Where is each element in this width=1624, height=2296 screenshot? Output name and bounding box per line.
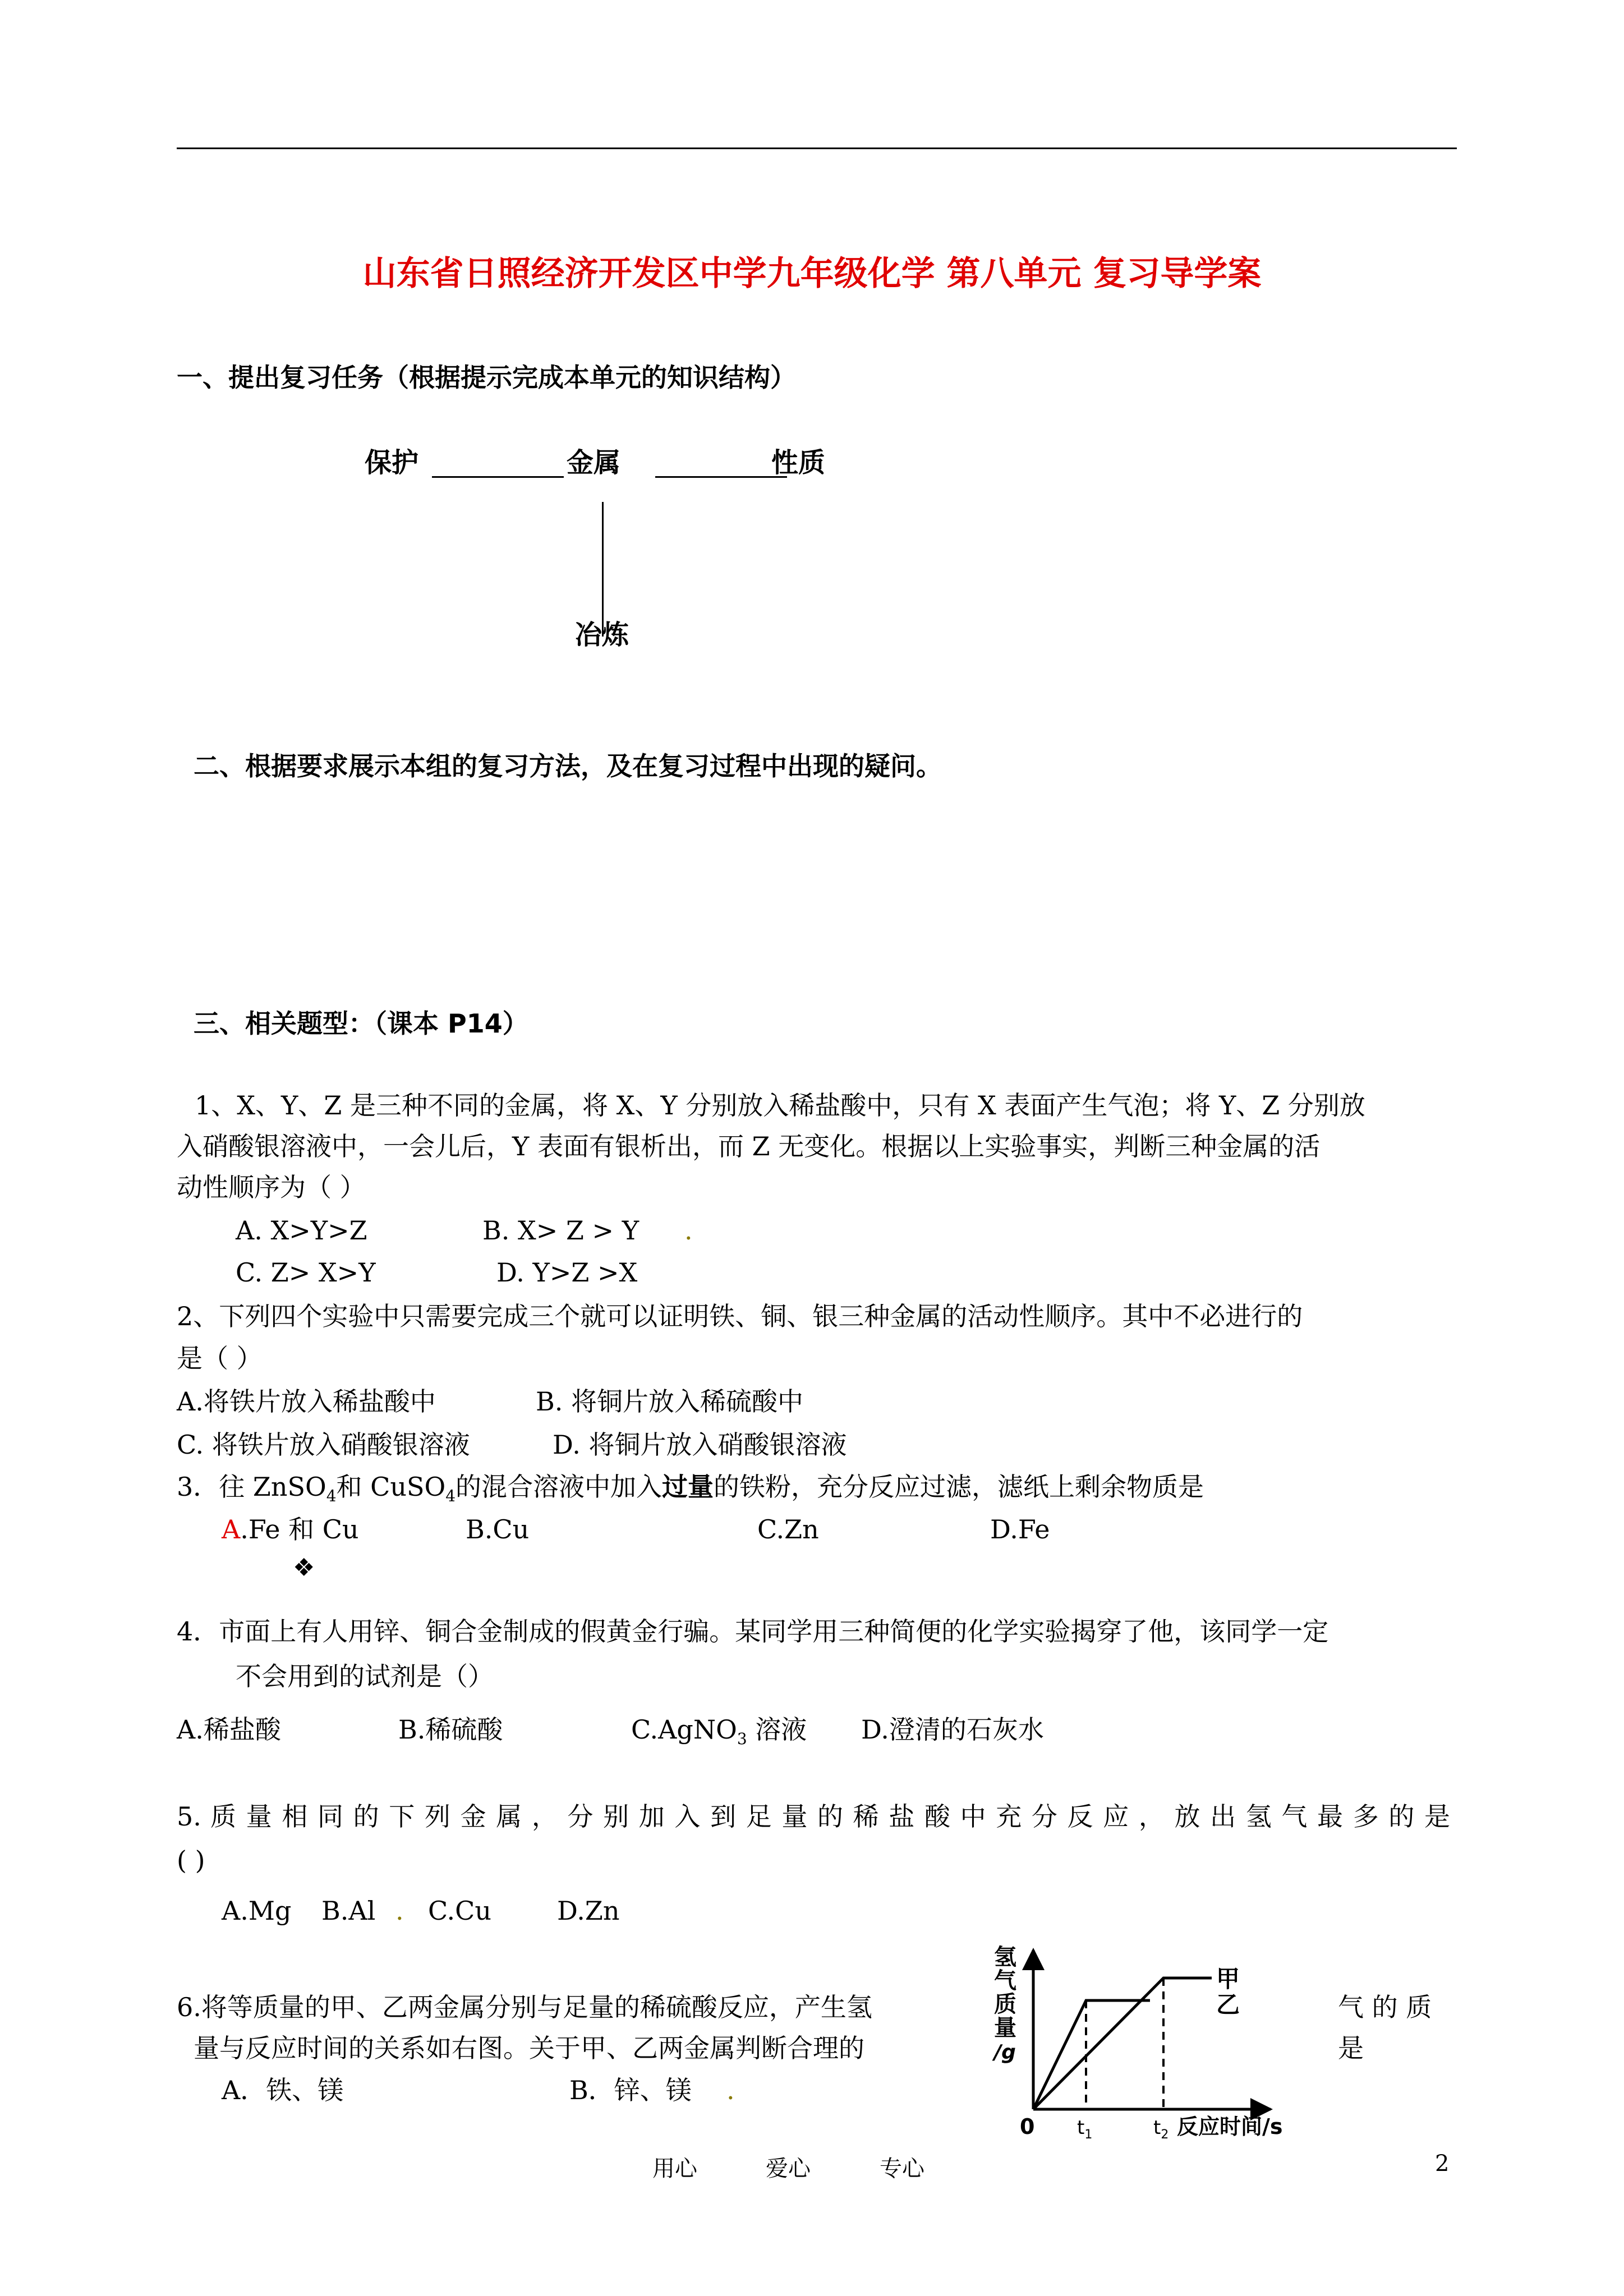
series-yi-label: 乙 — [1216, 1991, 1240, 2018]
q1-option-c: C. Z> X>Y — [236, 1257, 376, 1288]
series-jia-label: 甲 — [1216, 1965, 1240, 1993]
q4-option-d: D.澄清的石灰水 — [861, 1714, 1044, 1745]
q3-sub-2: 4 — [445, 1487, 456, 1506]
q4-option-a: A.稀盐酸 — [177, 1714, 281, 1745]
section2-heading: 二、根据要求展示本组的复习方法，及在复习过程中出现的疑问。 — [194, 751, 942, 781]
y-axis-label-3: 质 — [994, 1991, 1016, 2017]
page-title: 山东省日照经济开发区中学九年级化学 第八单元 复习导学案 — [362, 254, 1262, 293]
q1-line3: 动性顺序为（ ） — [177, 1172, 366, 1202]
header-rule — [177, 147, 1457, 149]
footer-text-1: 用心 — [652, 2156, 697, 2182]
q6-line1-end: 气 的 质 — [1338, 1992, 1432, 2022]
q6-option-b: B．锌、镁 — [569, 2075, 692, 2105]
q3-option-a — [222, 1507, 359, 1551]
q6-mark-dot: . — [726, 2075, 735, 2105]
q1-line1: 1、X、Y、Z 是三种不同的金属，将 X、Y 分别放入稀盐酸中，只有 X 表面产生气泡；将 Y、Z 分别放 — [195, 1090, 1365, 1121]
diagram-blank-2 — [655, 476, 787, 478]
q3-text-pre: 3．往 ZnSO — [177, 1472, 326, 1502]
y-axis-label-unit: /g — [994, 2041, 1016, 2064]
footer-text-3: 专心 — [880, 2156, 924, 2182]
q2-option-a: A.将铁片放入稀盐酸中 — [177, 1386, 436, 1417]
page-number: 2 — [1435, 2151, 1450, 2177]
diagram-property: 性质 — [771, 447, 826, 478]
x-axis-label: 反应时间/s — [1177, 2114, 1283, 2139]
y-axis-label-1: 氢 — [994, 1944, 1016, 1970]
q5-line1: 5. 质 量 相 同 的 下 列 金 属 ， 分 别 加 入 到 足 量 的 稀 盐 酸 中 充 分 反 应 ， 放 出 氢 气 最 多 的 是 — [177, 1801, 1450, 1832]
section3-heading: 三、相关题型：（课本 P14） — [194, 1008, 528, 1039]
q3-text-post2: 的铁粉，充分反应过滤，滤纸上剩余物质是 — [714, 1472, 1204, 1502]
q3-text-post1: 的混合溶液中加入 — [456, 1472, 663, 1502]
q1-option-b: B. X> Z > Y — [482, 1215, 640, 1246]
y-axis-label-2: 气 — [994, 1968, 1016, 1994]
q3-option-a-text: .Fe 和 Cu — [240, 1514, 359, 1545]
q4-option-c — [631, 1708, 807, 1761]
diamond-symbol: ❖ — [293, 1553, 315, 1582]
q4-option-c-pre: C.AgNO — [631, 1714, 737, 1745]
hydrogen-mass-graph — [987, 1943, 1324, 2140]
q3-option-d: D.Fe — [990, 1514, 1050, 1545]
diagram-smelt: 冶炼 — [575, 619, 629, 651]
q5-option-c: C.Cu — [428, 1896, 492, 1926]
q3-option-c: C.Zn — [757, 1514, 819, 1545]
t2-label: $t_2$ — [1153, 2117, 1169, 2140]
q3-option-b: B.Cu — [466, 1514, 530, 1545]
y-axis-label-4: 量 — [994, 2015, 1016, 2041]
section1-heading: 一、提出复习任务（根据提示完成本单元的知识结构） — [177, 362, 796, 393]
q4-option-c-post: 溶液 — [747, 1714, 807, 1745]
footer-text-2: 爱心 — [766, 2156, 811, 2182]
q2-option-c: C. 将铁片放入硝酸银溶液 — [177, 1430, 470, 1460]
q4-line1: 4．市面上有人用锌、铜合金制成的假黄金行骗。某同学用三种简便的化学实验揭穿了他，该同学一定 — [177, 1616, 1329, 1647]
q6-line2-end: 是 — [1338, 2033, 1364, 2063]
q3-text-mid: 和 CuSO — [336, 1472, 446, 1502]
q1-line2: 入硝酸银溶液中，一会儿后，Y 表面有银析出，而 Z 无变化。根据以上实验事实，判断三种金属的活 — [177, 1131, 1321, 1161]
q5-option-a: A.Mg — [222, 1896, 292, 1926]
diagram-blank-1 — [432, 476, 564, 478]
q2-option-d: D. 将铜片放入硝酸银溶液 — [553, 1430, 847, 1460]
q1-option-d: D. Y>Z >X — [496, 1257, 638, 1288]
q6-line2: 量与反应时间的关系如右图。关于甲、乙两金属判断合理的 — [194, 2033, 864, 2063]
q4-option-c-sub: 3 — [737, 1730, 747, 1749]
q5-option-d: D.Zn — [557, 1896, 620, 1926]
q1-mark-dot: . — [684, 1215, 693, 1246]
diagram-protect: 保护 — [365, 447, 419, 478]
diagram-metal: 金属 — [567, 447, 621, 478]
q6-line1: 6.将等质量的甲、乙两金属分别与足量的稀硫酸反应，产生氢 — [177, 1992, 872, 2022]
q1-option-a: A. X>Y>Z — [236, 1215, 367, 1246]
origin-label: 0 — [1020, 2114, 1035, 2139]
q5-option-b: B.Al — [321, 1896, 376, 1926]
q5-mark-dot: . — [395, 1896, 404, 1926]
q6-option-a: A．铁、镁 — [222, 2075, 344, 2105]
q3-sub-1: 4 — [326, 1487, 337, 1506]
q2-line1: 2、下列四个实验中只需要完成三个就可以证明铁、铜、银三种金属的活动性顺序。其中不必进行的 — [177, 1301, 1303, 1331]
q4-option-b: B.稀硫酸 — [398, 1714, 503, 1745]
q5-line2: ( ) — [177, 1845, 205, 1875]
q3-bold-word: 过量 — [662, 1472, 714, 1502]
q2-line2: 是（ ） — [177, 1343, 263, 1373]
q4-line2: 不会用到的试剂是（） — [236, 1661, 494, 1691]
q3-option-a-letter: A — [222, 1514, 241, 1545]
series-jia-line — [1033, 1978, 1212, 2109]
q2-option-b: B. 将铜片放入稀硫酸中 — [536, 1386, 804, 1417]
t1-label: $t_1$ — [1077, 2117, 1093, 2140]
